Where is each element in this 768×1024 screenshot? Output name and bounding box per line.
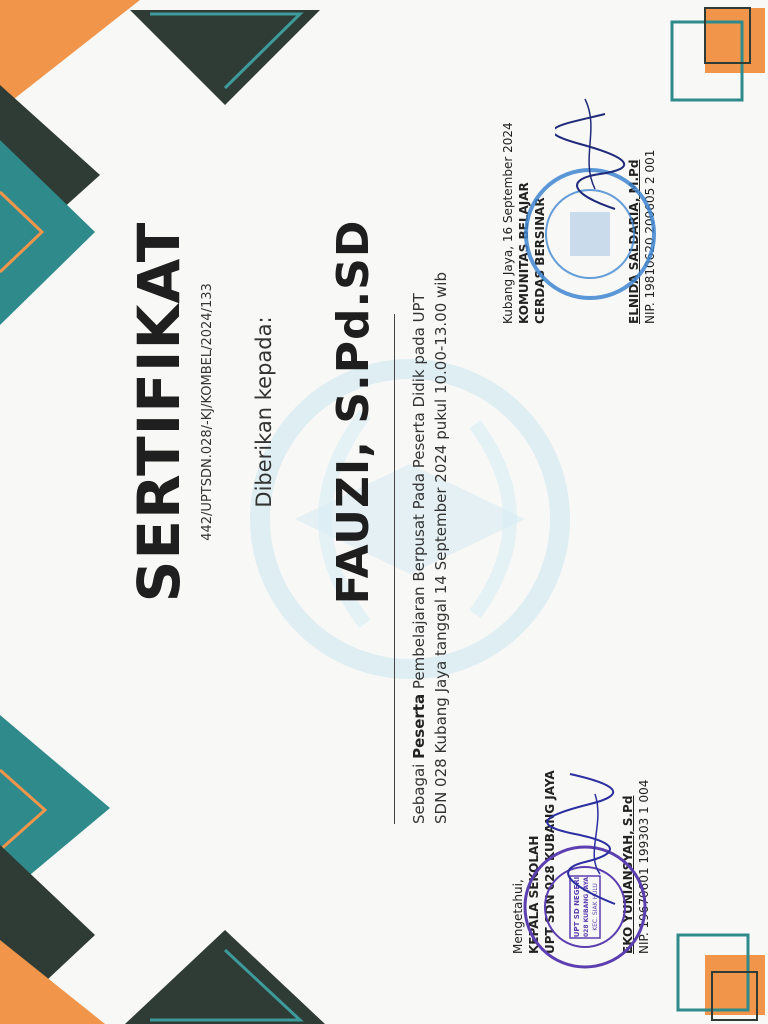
divider-line	[394, 314, 395, 824]
description-role: Peserta	[410, 693, 428, 759]
institution-name: UPT SDN 028 KUBANG JAYA	[543, 770, 557, 954]
certificate-number: 442/UPTSDN.028/-KJ/KOMBEL/2024/133	[200, 283, 215, 541]
stamp-line-1: UPT SD NEGERI	[573, 876, 581, 938]
description-line1-rest: Pembelajaran Berpusat Pada Peserta Didik pada UPT	[410, 293, 428, 694]
preface-text: Mengetahui,	[511, 879, 525, 954]
signature-left	[545, 764, 635, 914]
certificate-title: SERTIFIKAT	[125, 221, 193, 603]
organization-line-1: KOMUNITAS BELAJAR	[517, 182, 531, 324]
stamp-line-2: 028 KUBANG JAYA	[583, 877, 590, 937]
signatory-nip-right: NIP. 19810620 200605 2 001	[643, 149, 657, 324]
position-title: KEPALA SEKOLAH	[527, 835, 541, 954]
signatory-name-right: ELNIDA SALDARIA, M.Pd	[627, 159, 641, 324]
description-line-2: SDN 028 Kubang Jaya tanggal 14 September 2024 pukul 10.00-13.00 wib	[432, 272, 450, 824]
signatory-nip-left: NIP. 19670601 199303 1 004	[637, 779, 651, 954]
given-to-label: Diberikan kepada:	[252, 316, 276, 508]
stamp-line-3: KEC. SIAK HULU	[592, 883, 599, 931]
signature-right	[555, 89, 645, 219]
description-prefix: Sebagai	[410, 758, 428, 824]
organization-line-2: CERDAS BERSINAR	[533, 197, 547, 324]
description-line-1	[408, 124, 430, 824]
place-date: Kubang Jaya, 16 September 2024	[501, 122, 515, 324]
recipient-name: FAUZI, S.Pd.SD	[328, 219, 379, 605]
signatory-name-left: EKO YUNIANSYAH, S.Pd	[621, 795, 635, 954]
certificate-description	[408, 124, 452, 824]
